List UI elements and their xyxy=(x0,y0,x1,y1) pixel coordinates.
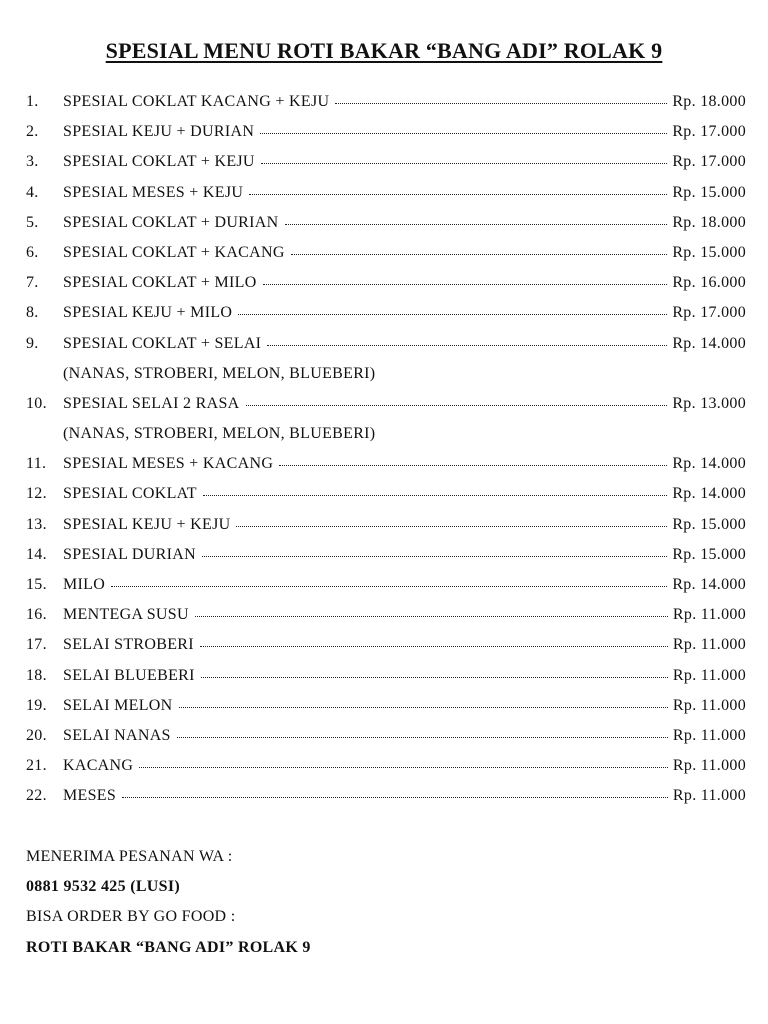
menu-item-name: SELAI BLUEBERI xyxy=(63,666,195,684)
menu-item xyxy=(26,274,746,304)
menu-item-number: 2. xyxy=(26,123,39,141)
dotted-leader xyxy=(122,797,668,798)
dotted-leader xyxy=(267,345,667,346)
menu-item-name: SPESIAL SELAI 2 RASA xyxy=(63,394,240,412)
menu-item xyxy=(26,123,746,153)
menu-item-price: Rp. 18.000 xyxy=(672,93,746,110)
menu-item-price: Rp. 11.000 xyxy=(672,636,746,654)
dotted-leader xyxy=(236,526,667,527)
menu-item-number: 4. xyxy=(26,183,39,201)
dotted-leader xyxy=(246,405,668,406)
menu-item-name: MENTEGA SUSU xyxy=(63,606,189,624)
menu-item-name: SPESIAL DURIAN xyxy=(63,545,196,563)
menu-item xyxy=(26,244,746,274)
dotted-leader xyxy=(200,646,668,647)
menu-item-variant-note: (NANAS, STROBERI, MELON, BLUEBERI) xyxy=(63,364,376,382)
dotted-leader xyxy=(279,465,667,466)
menu-item-price: Rp. 11.000 xyxy=(672,726,746,744)
menu-item-price: Rp. 14.000 xyxy=(672,576,746,593)
menu-item-number: 18. xyxy=(26,666,47,684)
menu-item-name: SPESIAL COKLAT + SELAI xyxy=(63,334,262,352)
menu-item-name: SPESIAL COKLAT KACANG + KEJU xyxy=(63,93,330,110)
menu-item xyxy=(26,93,746,123)
order-info xyxy=(26,848,726,969)
menu-item-number: 7. xyxy=(26,274,39,292)
menu-item xyxy=(26,606,746,636)
dotted-leader xyxy=(335,103,667,104)
gofood-store-name: ROTI BAKAR “BANG ADI” ROLAK 9 xyxy=(26,938,311,956)
dotted-leader xyxy=(195,616,668,617)
menu-item xyxy=(26,455,746,485)
menu-item xyxy=(26,153,746,183)
menu-item-price: Rp. 16.000 xyxy=(672,274,746,292)
menu-item-price: Rp. 15.000 xyxy=(672,183,746,201)
menu-item-note-row xyxy=(26,425,746,455)
menu-item-number: 15. xyxy=(26,576,47,593)
menu-item xyxy=(26,757,746,787)
menu-item-price: Rp. 15.000 xyxy=(672,545,746,563)
menu-item-name: MILO xyxy=(63,576,106,593)
menu-item-number: 3. xyxy=(26,153,39,171)
menu-item-name: SELAI MELON xyxy=(63,696,173,714)
menu-item-number: 8. xyxy=(26,304,39,322)
menu-item-price: Rp. 11.000 xyxy=(672,606,746,624)
menu-item xyxy=(26,395,746,425)
menu-item-name: SPESIAL KEJU + KEJU xyxy=(63,515,231,533)
menu-item-number: 21. xyxy=(26,757,47,775)
dotted-leader xyxy=(177,737,668,738)
menu-item-name: SPESIAL COKLAT + DURIAN xyxy=(63,213,279,231)
order-phone-number: 0881 9532 425 (LUSI) xyxy=(26,878,181,896)
menu-item-price: Rp. 11.000 xyxy=(672,757,746,775)
menu-item-name: SPESIAL COKLAT xyxy=(63,485,197,503)
dotted-leader xyxy=(291,254,668,255)
menu-item-price: Rp. 14.000 xyxy=(672,455,746,473)
menu-item-number: 20. xyxy=(26,726,47,744)
menu-item-name: SPESIAL KEJU + MILO xyxy=(63,304,233,322)
menu-item-number: 10. xyxy=(26,394,47,412)
menu-item-name: SPESIAL MESES + KEJU xyxy=(63,183,244,201)
menu-item-name: SELAI STROBERI xyxy=(63,636,194,654)
menu-item-number: 17. xyxy=(26,636,47,654)
menu-item xyxy=(26,576,746,606)
menu-item-price: Rp. 18.000 xyxy=(672,213,746,231)
menu-item xyxy=(26,697,746,727)
menu-item xyxy=(26,184,746,214)
menu-item-note-row xyxy=(26,365,746,395)
menu-item-number: 16. xyxy=(26,606,47,624)
menu-item xyxy=(26,214,746,244)
dotted-leader xyxy=(263,284,668,285)
menu-item xyxy=(26,516,746,546)
menu-item-number: 22. xyxy=(26,787,47,805)
menu-item-price: Rp. 11.000 xyxy=(672,666,746,684)
dotted-leader xyxy=(111,586,667,587)
order-whatsapp-label: MENERIMA PESANAN WA : xyxy=(26,848,233,865)
menu-item-price: Rp. 14.000 xyxy=(672,334,746,352)
menu-item-price: Rp. 11.000 xyxy=(672,696,746,714)
dotted-leader xyxy=(179,707,668,708)
menu-item-number: 1. xyxy=(26,93,39,110)
menu-item-price: Rp. 14.000 xyxy=(672,485,746,503)
dotted-leader xyxy=(201,677,668,678)
menu-item-number: 14. xyxy=(26,545,47,563)
menu-item-price: Rp. 15.000 xyxy=(672,243,746,261)
menu-item xyxy=(26,546,746,576)
menu-item xyxy=(26,667,746,697)
dotted-leader xyxy=(285,224,668,225)
menu-item xyxy=(26,636,746,666)
menu-item-price: Rp. 17.000 xyxy=(672,153,746,171)
menu-item-price: Rp. 17.000 xyxy=(672,123,746,141)
dotted-leader xyxy=(249,194,667,195)
menu-item-number: 12. xyxy=(26,485,47,503)
menu-item-name: MESES xyxy=(63,787,117,805)
menu-item-number: 19. xyxy=(26,696,47,714)
menu-item-price: Rp. 13.000 xyxy=(672,394,746,412)
menu-item xyxy=(26,727,746,757)
menu-item-number: 11. xyxy=(26,455,47,473)
menu-item xyxy=(26,787,746,817)
menu-item xyxy=(26,335,746,365)
menu-item-variant-note: (NANAS, STROBERI, MELON, BLUEBERI) xyxy=(63,425,376,443)
dotted-leader xyxy=(202,556,667,557)
menu-item-name: SPESIAL COKLAT + MILO xyxy=(63,274,257,292)
menu-item-name: SPESIAL COKLAT + KEJU xyxy=(63,153,255,171)
menu-item xyxy=(26,304,746,334)
menu-item-price: Rp. 15.000 xyxy=(672,515,746,533)
menu-item-name: SPESIAL MESES + KACANG xyxy=(63,455,274,473)
menu-item-number: 5. xyxy=(26,213,39,231)
menu-item-name: KACANG xyxy=(63,757,134,775)
gofood-label: BISA ORDER BY GO FOOD : xyxy=(26,908,236,926)
menu-item-name: SPESIAL COKLAT + KACANG xyxy=(63,243,285,261)
menu-item-name: SELAI NANAS xyxy=(63,726,171,744)
dotted-leader xyxy=(203,495,667,496)
menu-item-price: Rp. 17.000 xyxy=(672,304,746,322)
dotted-leader xyxy=(261,163,668,164)
menu-list xyxy=(26,93,746,818)
dotted-leader xyxy=(139,767,668,768)
menu-item-number: 9. xyxy=(26,334,39,352)
dotted-leader xyxy=(238,314,667,315)
menu-item-name: SPESIAL KEJU + DURIAN xyxy=(63,123,255,141)
menu-item xyxy=(26,485,746,515)
page-title: SPESIAL MENU ROTI BAKAR “BANG ADI” ROLAK 9 xyxy=(105,38,663,63)
menu-item-number: 6. xyxy=(26,243,39,261)
dotted-leader xyxy=(260,133,667,134)
menu-item-number: 13. xyxy=(26,515,47,533)
menu-item-price: Rp. 11.000 xyxy=(672,787,746,805)
